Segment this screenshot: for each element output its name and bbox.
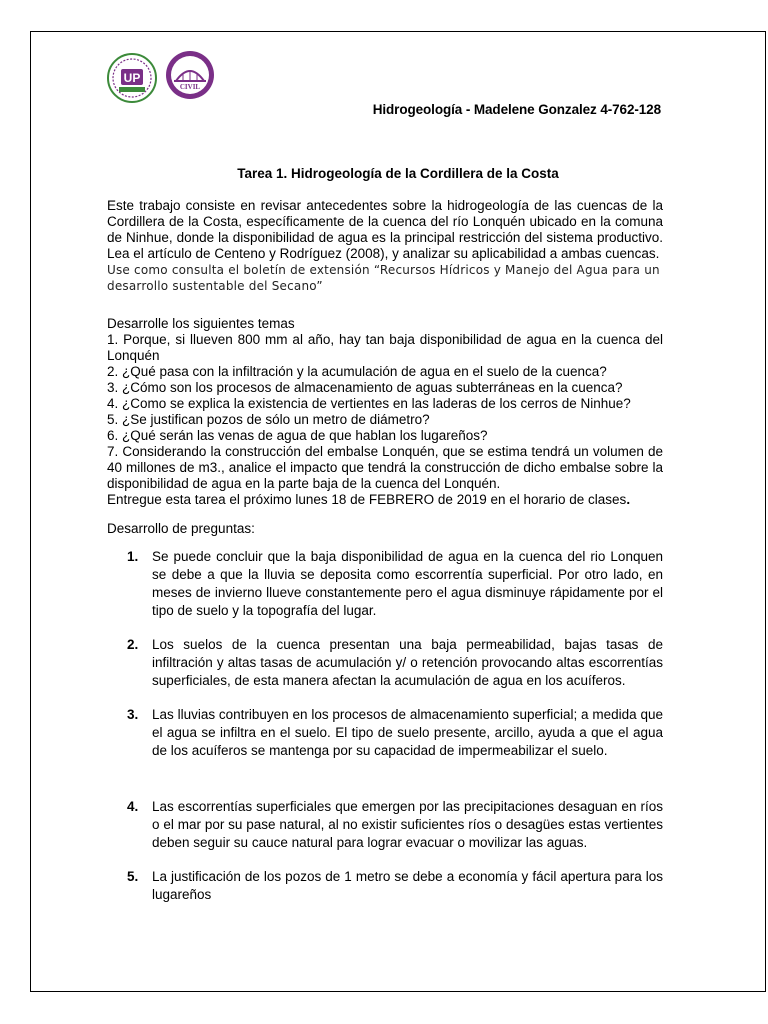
answer-item (127, 868, 663, 904)
topic-item-4: 4. ¿Como se explica la existencia de vertientes en las laderas de los cerros de Ninhue? (107, 396, 631, 411)
topic-item-5: 5. ¿Se justifican pozos de sólo un metro de diámetro? (107, 412, 430, 427)
answer-text: Las escorrentías superficiales que emergen por las precipitaciones desaguan en ríos o el mar por su pase natural, al no existir suficientes ríos o desagües estas vertientes deben seguir su cauce natural para lograr evacuar o movilizar las aguas. (152, 799, 663, 850)
topic-item-3: 3. ¿Cómo son los procesos de almacenamiento de aguas subterráneas en la cuenca? (107, 380, 623, 395)
answer-text: Se puede concluir que la baja disponibilidad de agua en la cuenca del rio Lonquen se debe a que la lluvia se deposita como escorrentía superficial. Por otro lado, en meses de invierno llueve constantemente pero el agua disminuye rápidamente por el tipo de suelo y la topografía del lugar. (152, 549, 663, 618)
civil-engineering-logo (164, 49, 216, 101)
intro-paragraph: Este trabajo consiste en revisar antecedentes sobre la hidrogeología de las cuencas de la Cordillera de la Costa, específicamente de la cuenca del río Lonquén ubicado en la comuna de Ninhue, donde la disponibilidad de agua es la principal restricción del sistema productivo. Lea el artículo de Centeno y Rodríguez (2008), y analizar su aplicabilidad a ambas cuencas. (107, 198, 663, 261)
author-header: Hidrogeología - Madelene Gonzalez 4-762-128 (372, 102, 661, 117)
topic-item-1: 1. Porque, si llueven 800 mm al año, hay tan baja disponibilidad de agua en la cuenca del Lonquén (107, 332, 663, 363)
answer-number: 3. (127, 707, 139, 722)
topic-item-6: 6. ¿Qué serán las venas de agua de que hablan los lugareños? (107, 428, 488, 443)
university-seal-logo (106, 52, 158, 104)
document-page (30, 31, 766, 992)
deadline-period: . (626, 492, 631, 507)
topics-heading: Desarrolle los siguientes temas (107, 316, 295, 331)
development-heading: Desarrollo de preguntas: (107, 521, 255, 536)
deadline-text: Entregue esta tarea el próximo lunes 18 de FEBRERO de 2019 en el horario de clases (107, 492, 627, 507)
topic-item-7: 7. Considerando la construcción del embalse Lonquén, que se estima tendrá un volumen de 40 millones de m3., analice el impacto que tendrá la construcción de dicho embalse sobre la disponibilidad de agua en la parte baja de la cuenca del Lonquén. (107, 444, 663, 491)
answer-number: 2. (127, 637, 139, 652)
logo-right-text: CIVIL (179, 83, 201, 91)
topic-item-2: 2. ¿Qué pasa con la infiltración y la acumulación de agua en el suelo de la cuenca? (107, 364, 607, 379)
answer-item (127, 636, 663, 690)
answer-number: 4. (127, 799, 139, 814)
page-title: Tarea 1. Hidrogeología de la Cordillera de la Costa (237, 166, 559, 181)
answer-number: 1. (127, 549, 139, 564)
deadline-line (107, 492, 663, 508)
intro-section (107, 198, 663, 294)
answer-number: 5. (127, 869, 139, 884)
answer-text: Las lluvias contribuyen en los procesos de almacenamiento superficial; a medida que el agua se infiltra en el suelo. El tipo de suelo presente, arcillo, ayuda a que el agua de los acuíferos se mantenga por su capacidad de impermeabilizar el suelo. (152, 707, 663, 758)
answer-item (127, 798, 663, 852)
answer-text: La justificación de los pozos de 1 metro se debe a economía y fácil apertura para los lugareños (152, 869, 663, 902)
topics-section (107, 316, 663, 508)
answer-item (127, 548, 663, 620)
answer-text: Los suelos de la cuenca presentan una baja permeabilidad, bajas tasas de infiltración y altas tasas de acumulación y/ o retención provocando altas escorrentías superficiales, de esta manera afectan la acumulación de agua en los acuíferos. (152, 637, 663, 688)
logo-left-text: UP (123, 71, 141, 85)
consulta-note: Use como consulta el boletín de extensión “Recursos Hídricos y Manejo del Agua para un desarrollo sustentable del Secano” (107, 263, 660, 293)
answer-item (127, 706, 663, 760)
